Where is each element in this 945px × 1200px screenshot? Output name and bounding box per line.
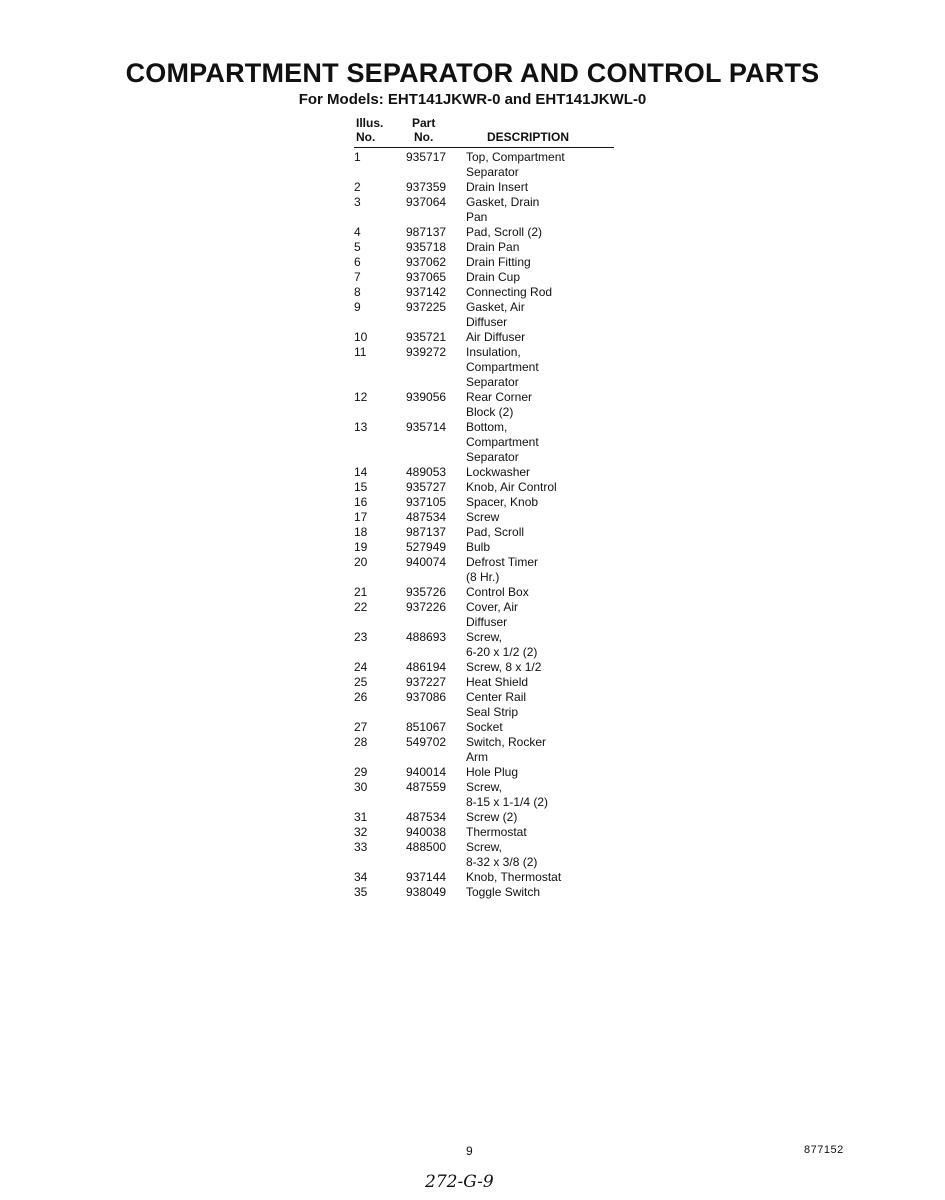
table-row (354, 675, 614, 690)
part-no-cell: 939272 (406, 345, 447, 359)
table-row (354, 285, 614, 300)
table-row (354, 495, 614, 510)
table-row (354, 330, 614, 345)
header-description: DESCRIPTION (487, 130, 570, 144)
document-code: 877152 (804, 1144, 844, 1156)
illus-no-cell: 24 (354, 660, 368, 674)
description-cell: Switch, Rocker Arm (466, 735, 547, 764)
illus-no-cell: 14 (354, 465, 368, 479)
part-no-cell: 549702 (406, 735, 447, 749)
table-row (354, 540, 614, 555)
description-cell: Screw, 8-15 x 1-1/4 (2) (466, 780, 549, 809)
table-row (354, 825, 614, 840)
part-no-cell: 935717 (406, 150, 447, 164)
header-part-line1: Part (412, 116, 436, 130)
description-cell: Air Diffuser (466, 330, 526, 344)
description-cell: Screw (466, 510, 500, 524)
table-row (354, 420, 614, 465)
illus-no-cell: 5 (354, 240, 361, 254)
description-cell: Drain Cup (466, 270, 521, 284)
description-cell: Socket (466, 720, 503, 734)
description-cell: Spacer, Knob (466, 495, 539, 509)
table-row (354, 630, 614, 660)
part-no-cell: 987137 (406, 225, 447, 239)
part-no-cell: 935727 (406, 480, 447, 494)
description-cell: Gasket, Air Diffuser (466, 300, 525, 329)
illus-no-cell: 2 (354, 180, 361, 194)
description-cell: Defrost Timer (8 Hr.) (466, 555, 539, 584)
handwritten-note: 272-G-9 (425, 1172, 494, 1192)
table-row (354, 555, 614, 585)
part-no-cell: 487534 (406, 510, 447, 524)
illus-no-cell: 30 (354, 780, 368, 794)
page-title: COMPARTMENT SEPARATOR AND CONTROL PARTS (125, 58, 820, 88)
part-no-cell: 527949 (406, 540, 447, 554)
table-row (354, 870, 614, 885)
illus-no-cell: 1 (354, 150, 361, 164)
part-no-cell: 937227 (406, 675, 447, 689)
illus-no-cell: 16 (354, 495, 368, 509)
table-row (354, 345, 614, 390)
description-cell: Screw, 8-32 x 3/8 (2) (466, 840, 538, 869)
illus-no-cell: 15 (354, 480, 368, 494)
description-cell: Cover, Air Diffuser (466, 600, 519, 629)
table-row (354, 840, 614, 870)
illus-no-cell: 10 (354, 330, 368, 344)
table-row (354, 600, 614, 630)
description-cell: Lockwasher (466, 465, 531, 479)
table-row (354, 525, 614, 540)
description-cell: Control Box (466, 585, 529, 599)
illus-no-cell: 17 (354, 510, 368, 524)
part-no-cell: 937065 (406, 270, 447, 284)
illus-no-cell: 28 (354, 735, 368, 749)
header-part-line2: No. (414, 130, 434, 144)
description-cell: Connecting Rod (466, 285, 553, 299)
table-row (354, 765, 614, 780)
description-cell: Hole Plug (466, 765, 519, 779)
table-row (354, 180, 614, 195)
description-cell: Drain Insert (466, 180, 529, 194)
part-no-cell: 940014 (406, 765, 447, 779)
part-no-cell: 939056 (406, 390, 447, 404)
illus-no-cell: 20 (354, 555, 368, 569)
description-cell: Drain Pan (466, 240, 520, 254)
description-cell: Drain Fitting (466, 255, 531, 269)
part-no-cell: 937062 (406, 255, 447, 269)
description-cell: Toggle Switch (466, 885, 541, 899)
part-no-cell: 935721 (406, 330, 447, 344)
illus-no-cell: 29 (354, 765, 368, 779)
description-cell: Screw, 6-20 x 1/2 (2) (466, 630, 538, 659)
parts-rows (354, 148, 614, 900)
description-cell: Knob, Air Control (466, 480, 557, 494)
table-row (354, 150, 614, 180)
table-row (354, 300, 614, 330)
illus-no-cell: 33 (354, 840, 368, 854)
part-no-cell: 937064 (406, 195, 447, 209)
description-cell: Insulation, Compartment Separator (466, 345, 539, 389)
part-no-cell: 935714 (406, 420, 447, 434)
part-no-cell: 937359 (406, 180, 447, 194)
illus-no-cell: 7 (354, 270, 361, 284)
illus-no-cell: 6 (354, 255, 361, 269)
part-no-cell: 489053 (406, 465, 447, 479)
illus-no-cell: 27 (354, 720, 368, 734)
description-cell: Top, Compartment Separator (466, 150, 565, 179)
table-row (354, 720, 614, 735)
table-row (354, 585, 614, 600)
table-row (354, 735, 614, 765)
table-row (354, 390, 614, 420)
illus-no-cell: 34 (354, 870, 368, 884)
table-row (354, 690, 614, 720)
table-row (354, 465, 614, 480)
table-row (354, 885, 614, 900)
description-cell: Bottom, Compartment Separator (466, 420, 539, 464)
description-cell: Gasket, Drain Pan (466, 195, 540, 224)
illus-no-cell: 26 (354, 690, 368, 704)
description-cell: Screw (2) (466, 810, 518, 824)
illus-no-cell: 3 (354, 195, 361, 209)
illus-no-cell: 23 (354, 630, 368, 644)
illus-no-cell: 9 (354, 300, 361, 314)
illus-no-cell: 21 (354, 585, 368, 599)
parts-table (354, 116, 614, 900)
illus-no-cell: 8 (354, 285, 361, 299)
part-no-cell: 987137 (406, 525, 447, 539)
description-cell: Heat Shield (466, 675, 529, 689)
table-row (354, 195, 614, 225)
part-no-cell: 937086 (406, 690, 447, 704)
illus-no-cell: 18 (354, 525, 368, 539)
part-no-cell: 488500 (406, 840, 447, 854)
table-row (354, 240, 614, 255)
header-illus-line1: Illus. (356, 116, 384, 130)
part-no-cell: 935726 (406, 585, 447, 599)
description-cell: Knob, Thermostat (466, 870, 562, 884)
part-no-cell: 486194 (406, 660, 447, 674)
illus-no-cell: 12 (354, 390, 368, 404)
header-illus-line2: No. (356, 130, 376, 144)
table-header (354, 116, 614, 148)
part-no-cell: 851067 (406, 720, 447, 734)
part-no-cell: 935718 (406, 240, 447, 254)
illus-no-cell: 25 (354, 675, 368, 689)
description-cell: Rear Corner Block (2) (466, 390, 533, 419)
description-cell: Screw, 8 x 1/2 (466, 660, 542, 674)
part-no-cell: 937142 (406, 285, 447, 299)
description-cell: Center Rail Seal Strip (466, 690, 527, 719)
models-subtitle: For Models: EHT141JKWR-0 and EHT141JKWL-0 (298, 91, 647, 108)
illus-no-cell: 22 (354, 600, 368, 614)
part-no-cell: 937226 (406, 600, 447, 614)
illus-no-cell: 31 (354, 810, 368, 824)
part-no-cell: 487534 (406, 810, 447, 824)
part-no-cell: 938049 (406, 885, 447, 899)
page-number: 9 (466, 1144, 473, 1158)
part-no-cell: 940038 (406, 825, 447, 839)
illus-no-cell: 19 (354, 540, 368, 554)
illus-no-cell: 11 (354, 345, 367, 359)
description-cell: Pad, Scroll (2) (466, 225, 543, 239)
table-row (354, 810, 614, 825)
table-row (354, 255, 614, 270)
part-no-cell: 937144 (406, 870, 447, 884)
part-no-cell: 488693 (406, 630, 447, 644)
part-no-cell: 937105 (406, 495, 447, 509)
part-no-cell: 937225 (406, 300, 447, 314)
table-row (354, 510, 614, 525)
description-cell: Bulb (466, 540, 491, 554)
table-row (354, 225, 614, 240)
description-cell: Pad, Scroll (466, 525, 525, 539)
part-no-cell: 487559 (406, 780, 447, 794)
table-row (354, 270, 614, 285)
illus-no-cell: 4 (354, 225, 361, 239)
part-no-cell: 940074 (406, 555, 447, 569)
table-row (354, 480, 614, 495)
description-cell: Thermostat (466, 825, 527, 839)
illus-no-cell: 32 (354, 825, 368, 839)
illus-no-cell: 13 (354, 420, 368, 434)
table-row (354, 780, 614, 810)
illus-no-cell: 35 (354, 885, 368, 899)
table-row (354, 660, 614, 675)
